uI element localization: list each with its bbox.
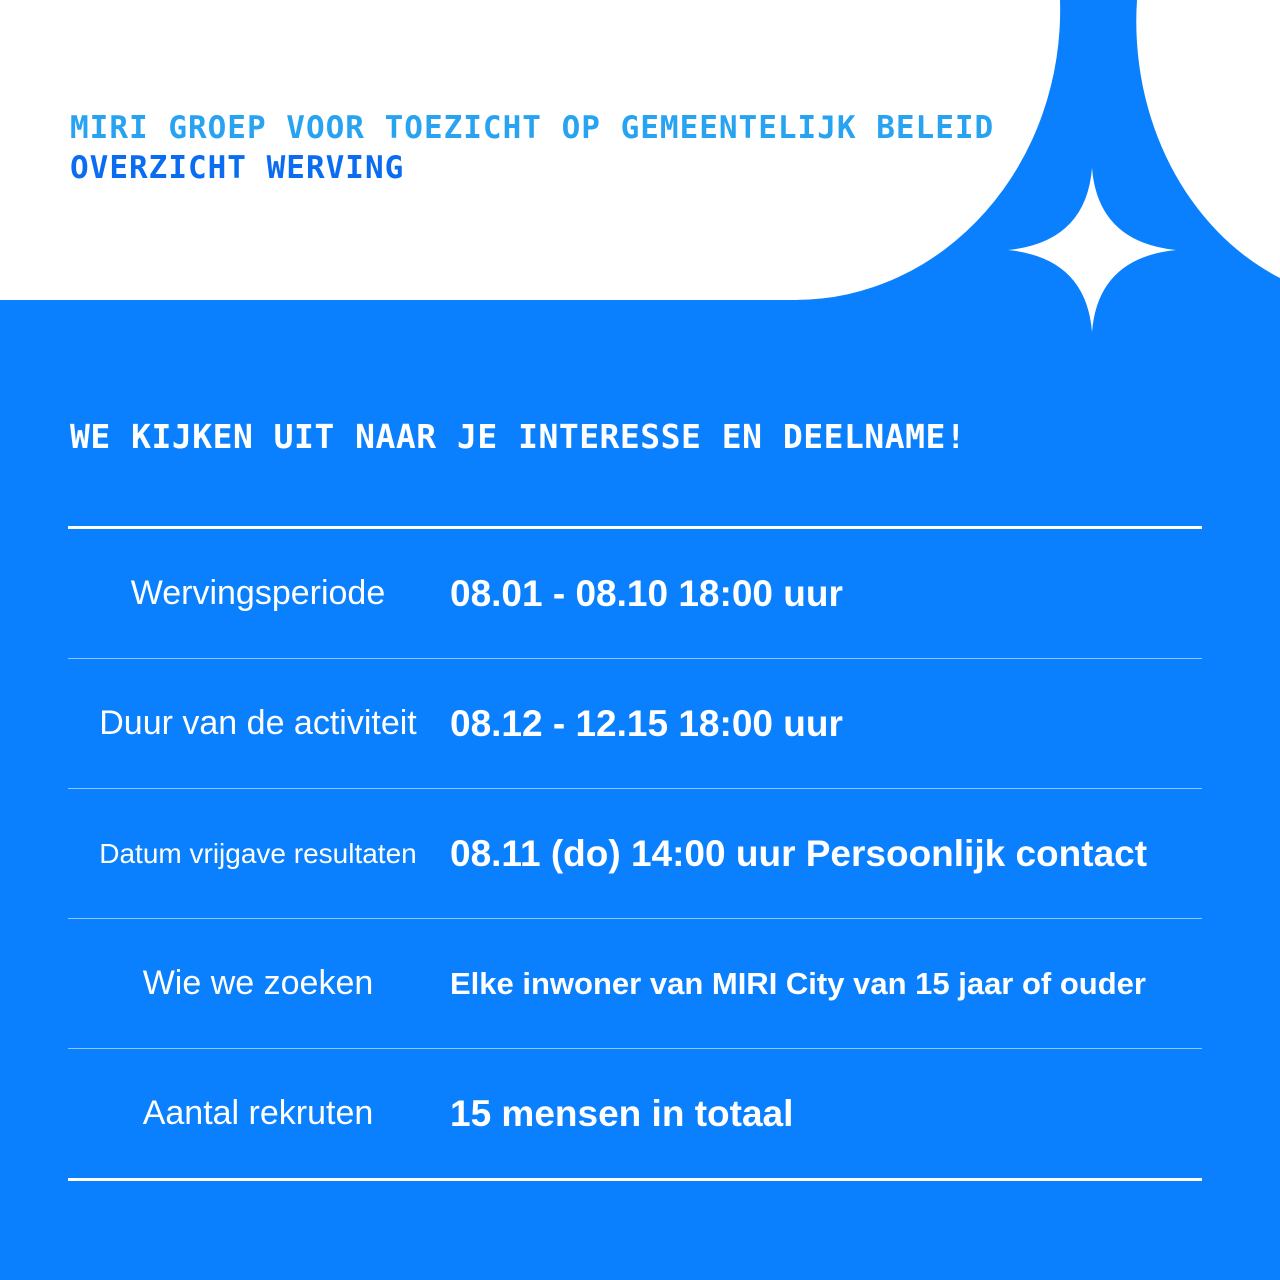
table-row-recruit-count [68, 1049, 1202, 1178]
row-value: 08.01 - 08.10 18:00 uur [450, 572, 843, 614]
organization-title: MIRI GROEP VOOR TOEZICHT OP GEMEENTELIJK BELEID [70, 110, 995, 146]
row-label: Duur van de activiteit [99, 704, 417, 742]
sparkle-star-icon [1008, 168, 1176, 332]
tagline: WE KIJKEN UIT NAAR JE INTERESSE EN DEELNAME! [70, 417, 967, 456]
row-value: 15 mensen in totaal [450, 1092, 794, 1134]
table-row-results-date [68, 789, 1202, 919]
recruitment-info-table [68, 526, 1202, 1181]
row-label: Aantal rekruten [142, 1094, 374, 1132]
table-row-recruitment-period [68, 529, 1202, 659]
row-label: Datum vrijgave resultaten [99, 837, 417, 869]
row-value: 08.11 (do) 14:00 uur Persoonlijk contact [450, 832, 1148, 874]
page-title: OVERZICHT WERVING [70, 150, 405, 186]
table-row-activity-duration [68, 659, 1202, 789]
row-label: Wervingsperiode [130, 574, 386, 612]
row-value: 08.12 - 12.15 18:00 uur [450, 702, 843, 744]
row-label: Wie we zoeken [142, 964, 374, 1002]
title-block [70, 108, 1170, 188]
row-value: Elke inwoner van MIRI City van 15 jaar of ouder [450, 965, 1146, 1001]
table-row-target-audience [68, 919, 1202, 1049]
